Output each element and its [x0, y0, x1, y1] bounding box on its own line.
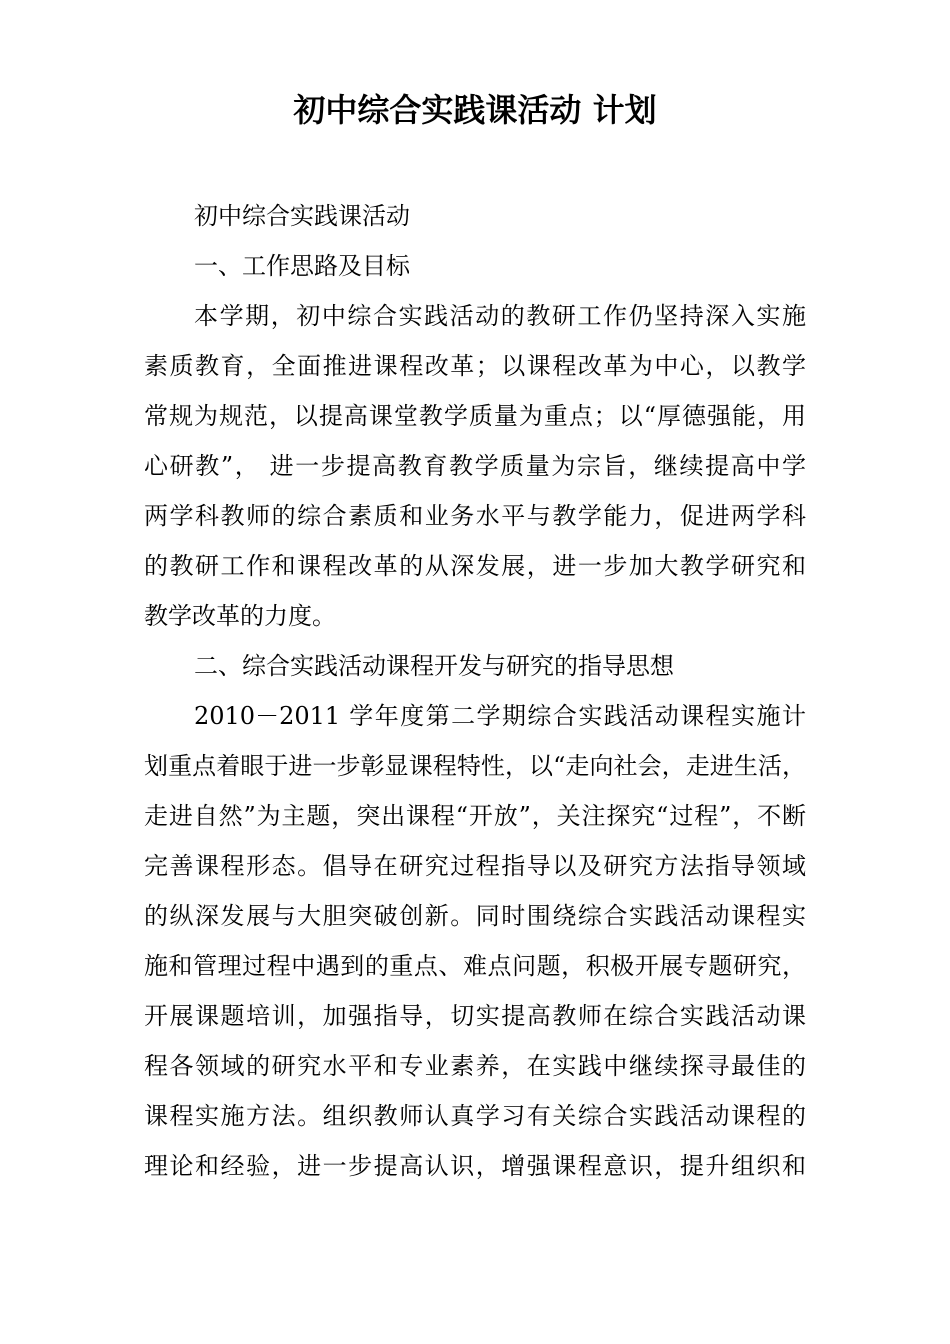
- paragraph-1-line-2: 素质教育，全面推进课程改革；以课程改革为中心，以教学: [144, 352, 806, 380]
- paragraph-2-line-2: 划重点着眼于进一步彰显课程特性，以“走向社会，走进生活，: [144, 752, 806, 780]
- section-heading-2: 二、综合实践活动课程开发与研究的指导思想: [194, 652, 674, 680]
- paragraph-1-line-4: 心研教”， 进一步提高教育教学质量为宗旨，继续提高中学: [144, 452, 806, 480]
- paragraph-2-line-1: 2010－2011 学年度第二学期综合实践活动课程实施计: [194, 702, 806, 730]
- paragraph-2-line-6: 施和管理过程中遇到的重点、难点问题，积极开展专题研究，: [144, 952, 806, 980]
- paragraph-2-line-3: 走进自然”为主题，突出课程“开放”，关注探究“过程”，不断: [144, 802, 806, 830]
- document-title: 初中综合实践课活动 计划: [293, 91, 657, 129]
- paragraph-1-line-1: 本学期，初中综合实践活动的教研工作仍坚持深入实施: [194, 302, 806, 330]
- paragraph-1-line-5: 两学科教师的综合素质和业务水平与教学能力，促进两学科: [144, 502, 806, 530]
- paragraph-2-line-10: 理论和经验，进一步提高认识，增强课程意识，提升组织和: [144, 1152, 806, 1180]
- subtitle-line: 初中综合实践课活动: [194, 202, 410, 230]
- paragraph-2-line-9: 课程实施方法。组织教师认真学习有关综合实践活动课程的: [144, 1102, 806, 1130]
- paragraph-2-line-7: 开展课题培训，加强指导，切实提高教师在综合实践活动课: [144, 1002, 806, 1030]
- paragraph-1-line-3: 常规为规范，以提高课堂教学质量为重点；以“厚德强能，用: [144, 402, 806, 430]
- paragraph-1-line-7: 教学改革的力度。: [144, 602, 336, 630]
- paragraph-2-line-4: 完善课程形态。倡导在研究过程指导以及研究方法指导领域: [144, 852, 806, 880]
- paragraph-2-line-8: 程各领域的研究水平和专业素养，在实践中继续探寻最佳的: [144, 1052, 806, 1080]
- section-heading-1: 一、工作思路及目标: [194, 252, 410, 280]
- paragraph-1-line-6: 的教研工作和课程改革的从深发展，进一步加大教学研究和: [144, 552, 806, 580]
- paragraph-2-line-5: 的纵深发展与大胆突破创新。同时围绕综合实践活动课程实: [144, 902, 806, 930]
